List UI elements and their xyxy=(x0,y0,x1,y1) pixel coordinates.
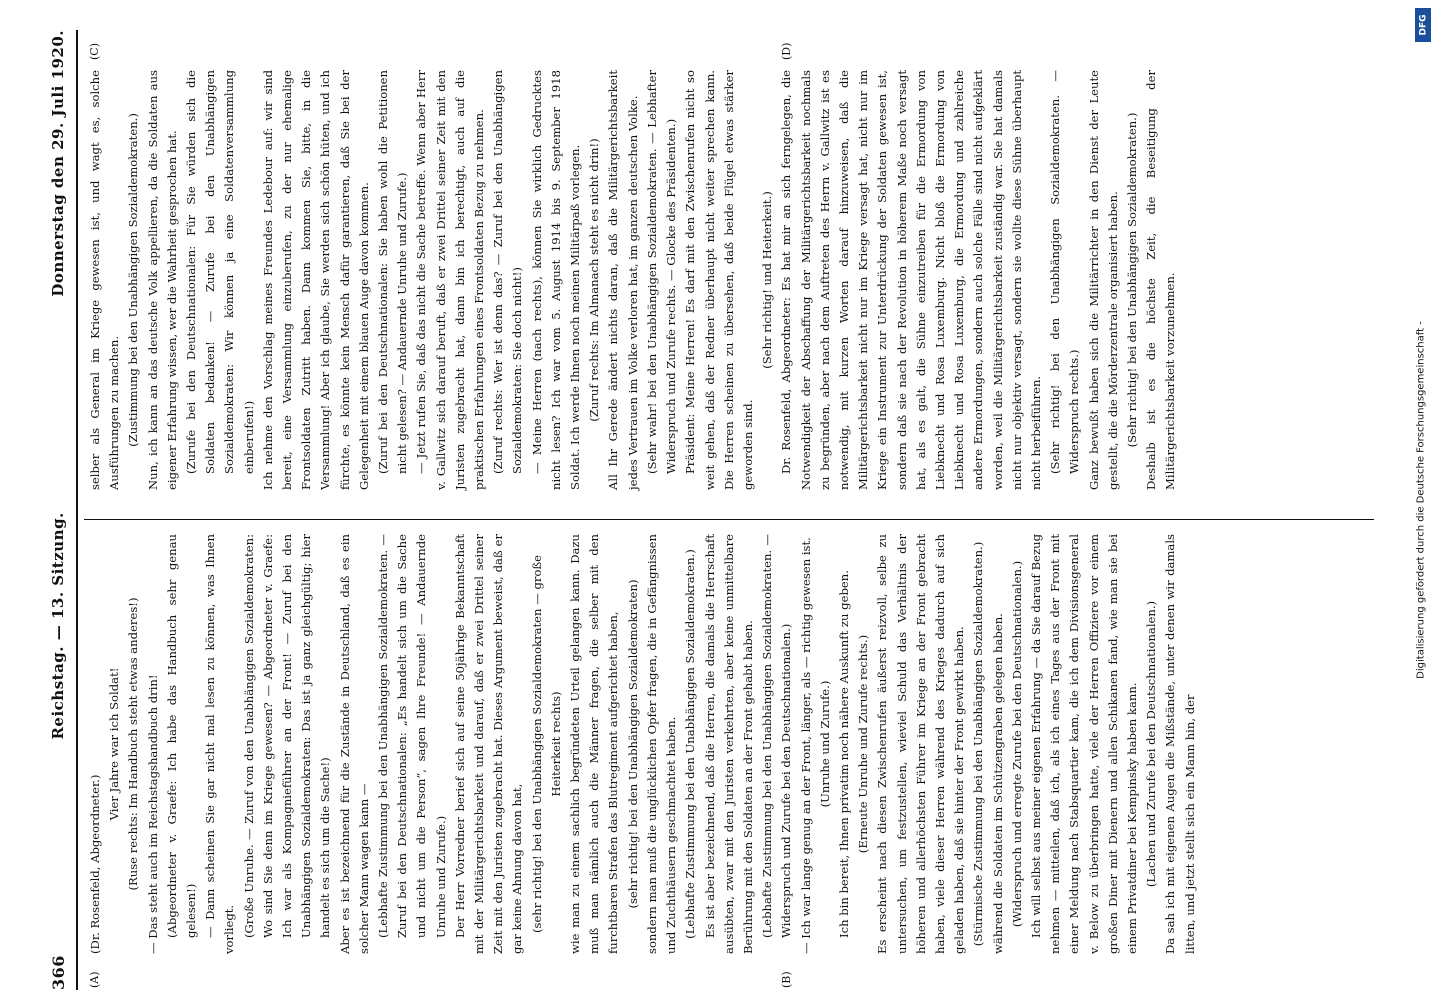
paragraph: (Ruse rechts: Im Handbuch steht etwas anderes!) xyxy=(126,597,141,891)
paragraph: (Zustimmung bei den Unabhängigen Sozialdemokraten.) xyxy=(126,113,141,447)
paragraph: während die Soldaten im Schützengraben gelegen haben. xyxy=(990,613,1005,954)
paragraph: (Lachen und Zurufe bei den Deutschnationalen.) xyxy=(1144,600,1159,888)
paragraph: (Sehr richtig! und Heiterkeit.) xyxy=(760,191,775,369)
paragraph: Aber es ist bezeichnend für die Zustände in Deutschland, daß es ein solcher Mann wagen kann — xyxy=(337,534,371,954)
paragraph: — Meine Herren (nach rechts), können Sie wirklich Gedrucktes nicht lesen? Ich war vom 5. August 1914 bis 9. September 1918 Soldat. Ich werde Ihnen noch meinen Militärpaß vorlegen. xyxy=(529,70,583,490)
paragraph: (Abgeordneter v. Graefe: Ich habe das Handbuch sehr genau gelesen!) xyxy=(164,534,199,938)
dfg-logo-text: DFG xyxy=(1418,14,1429,36)
sidebar-credit xyxy=(1412,8,1430,992)
paragraph: — Jetzt rufen Sie, daß das nicht die Sache betreffe. Wenn aber Herr v. Gallwitz sich darauf beruft, daß er zwei Drittel seiner Zeit mit den Juristen zugebracht hat, dann bin ich berechtigt, auch auf die praktischen Erfahrungen eines Frontsoldaten Bezug zu nehmen. xyxy=(414,70,487,490)
paragraph: Vier Jahre war ich Soldat! xyxy=(107,667,122,821)
paragraph: — Dann scheinen Sie gar nicht mal lesen zu können, was Ihnen vorliegt. xyxy=(203,534,237,954)
header-rule xyxy=(76,30,78,990)
right-column xyxy=(86,70,1181,490)
paragraph: Dr. Rosenfeld, Abgeordneter: Es hat mir an sich ferngelegen, die Notwendigkeit der Abschaffung der Militärgerichtsbarkeit nochmals zu begründen, aber nach dem Auftreten des Herrn v. Gallwitz ist es notwendig, mit kurzen Worten darauf hinzuweisen, daß die Militärgerichtsbarkeit nicht nur im Kriege versagt hat, nicht nur im Kriege ein Instrument zur Unterdrückung der Soldaten gewesen ist, sondern daß sie nach der Revolution in höherem Maße noch versagt hat, als es galt, die Sühne einzutreiben für die Ermordung von Liebknecht und Rosa Luxemburg. Nicht bloß die Ermordung von Liebknecht und Rosa Luxemburg, die Ermordung und zahlreiche andere Ermordungen, sondern auch solche Fälle sind nicht aufgeklärt worden, weil die Militärgerichtsbarkeit zuständig war. Sie hat damals nicht nur objektiv versagt, sondern sie wollte diese Sühne überhaupt nicht herbeiführen. xyxy=(779,70,1043,490)
paragraph: (Sehr richtig! bei den Unabhängigen Sozialdemokraten.) xyxy=(1124,112,1139,448)
paragraph: (Sehr richtig! bei den Unabhängigen Sozialdemokraten. — Widerspruch rechts.) xyxy=(1048,70,1082,474)
paragraph: (Zuruf rechts: Wer ist denn das? — Zuruf bei den Unabhängigen Sozialdemokraten: Sie doch nicht!) xyxy=(491,70,525,474)
margin-marker-c: (C) xyxy=(88,43,101,60)
paragraph: (Zurufe bei den Deutschnationalen: Für Sie würden sich die Soldaten bedanken! — Zurufe bei den Unabhängigen Sozialdemokraten: Wir können ja eine Soldatenversammlung einberufen!) xyxy=(184,70,256,474)
paragraph: Der Herr Vorredner berief sich auf seine 50jährige Bekanntschaft mit der Militärgerichtsbarkeit und darauf, daß er zwei Drittel seiner Zeit mit den Juristen zugebracht hat. Dieses Argument beweist, daß er gar keine Ahnung davon hat, xyxy=(452,534,525,954)
paragraph: Nun, ich kann an das deutsche Volk appellieren, da die Soldaten aus eigener Erfahrung wissen, wer die Wahrheit gesprochen hat. xyxy=(145,70,179,490)
paragraph: (sehr richtig! bei den Unabhängigen Sozialdemokraten — große Heiterkeit rechts) xyxy=(529,554,563,934)
paragraph: (Lebhafte Zustimmung bei den Unabhängigen Sozialdemokraten. — Widerspruch und Zurufe bei den Deutschnationalen.) xyxy=(760,534,794,938)
paragraph: (Unruhe und Zurufe.) xyxy=(817,680,832,808)
paragraph: (Lebhafte Zustimmung bei den Unabhängigen Sozialdemokraten. — Zuruf bei den Deutschnationalen: „Es handelt sich um die Sache und nicht um die Person“, sagen Ihre Freunde! — Andauernde Unruhe und Zurufe.) xyxy=(376,534,448,938)
paragraph: (Lebhafte Zustimmung bei den Unabhängigen Sozialdemokraten.) xyxy=(683,549,698,939)
paragraph: Ich will selbst aus meiner eigenen Erfahrung — da Sie darauf Bezug nehmen — mitteilen, daß ich, als ich eines Tages aus der Front mit einer Meldung nach Stabsquartier kam, die ich dem Divisionsgeneral v. Below zu überbringen hatte, viele der Herren Offiziere vor einem großen Diner mit Dienern und allen Schikanen fand, wie man sie bei einem Privatdiner bei Kempinsky haben kann. xyxy=(1028,534,1139,954)
paragraph: (Zuruf rechts: Im Almanach steht es nicht drin!) xyxy=(587,138,602,422)
paragraph: — Ich war lange genug an der Front, länger, als — richtig gewesen ist. xyxy=(798,537,813,954)
paragraph: (Stürmische Zustimmung bei den Unabhängigen Sozialdemokraten.) xyxy=(971,541,986,947)
dfg-logo xyxy=(1415,8,1431,42)
margin-marker-b: (B) xyxy=(780,971,793,988)
paragraph: — Das steht auch im Reichstagshandbuch drin! xyxy=(145,674,160,954)
paragraph: Deshalb ist es die höchste Zeit, die Beseitigung der Militärgerichtsbarkeit vorzunehmen. xyxy=(1144,70,1178,490)
margin-marker-d: (D) xyxy=(780,42,793,60)
header-left: Reichstag. — 13. Sitzung. xyxy=(49,512,67,740)
paragraph: Präsident: Meine Herren! Es darf mit den Zwischenrufen nicht so weit gehen, daß der Redner überhaupt nicht weiter sprechen kann. Die Herren scheinen zu übersehen, daß beide Flügel etwas stärker geworden sind. xyxy=(683,70,755,490)
header-right: Donnerstag den 29. Juli 1920. xyxy=(49,30,67,297)
paragraph: (Große Unruhe. — Zuruf von den Unabhängigen Sozialdemokraten: Wo sind Sie denn im Kriege gewesen? — Abgeordneter v. Graefe: Ich war als Kompagnieführer an der Front! — Zuruf bei den Unabhängigen Sozialdemokraten: Das ist ja ganz gleichgültig; hier handelt es sich um die Sache!) xyxy=(241,534,333,938)
margin-marker-a: (A) xyxy=(88,971,101,988)
paragraph: (Sehr wahr! bei den Unabhängigen Sozialdemokraten. — Lebhafter Widerspruch und Zurufe rechts. — Glocke des Präsidenten.) xyxy=(644,70,679,474)
credit-text: Digitalisierung gefördert durch die Deutsche Forschungsgemeinschaft - xyxy=(1415,321,1427,679)
paragraph: All Ihr Gerede ändert nichts daran, daß die Militärgerichtsbarkeit jedes Vertrauen im Volke verloren hat, im ganzen deutschen Volke. xyxy=(606,70,640,490)
left-column xyxy=(86,534,1200,954)
paragraph: Ganz bewußt haben sich die Militärrichter in den Dienst der Leute gestellt, die die Mörderzentrale organisiert haben. xyxy=(1086,70,1120,490)
paragraph: Ich nehme den Vorschlag meines Freundes Ledebour auf: wir sind bereit, eine Versammlung einzuberufen, zu der nur ehemalige Frontsoldaten Zutritt haben. Dann kommen Sie, bitte, in die Versammlung! Aber ich glaube, Sie werden sich schön hüten, und ich fürchte, es könnte kein Mensch dafür garantieren, daß Sie bei der Gelegenheit mit einem blauen Auge davon kommen. xyxy=(260,70,371,490)
paragraph: Es ist aber bezeichnend, daß die Herren, die damals die Herrschaft ausübten, zwar mit den Juristen verkehrten, aber keine unmittelbare Berührung mit den Soldaten an der Front gehabt haben. xyxy=(702,534,755,954)
paragraph: wie man zu einem sachlich begründeten Urteil gelangen kann. Dazu muß man nämlich auch die Männer fragen, die selber mit den furchtbaren Strafen das Blutregiment aufgerichtet haben, xyxy=(568,534,621,954)
paragraph: (Dr. Rosenfeld, Abgeordneter.) xyxy=(88,774,102,954)
paragraph: Da sah ich mit eigenen Augen die Mißstände, unter denen wir damals litten, und jetzt stellt sich ein Mann hin, der xyxy=(1163,534,1197,954)
paragraph: (Erneute Unruhe und Zurufe rechts.) xyxy=(856,634,871,854)
running-header xyxy=(40,30,76,990)
paragraph: sondern man muß die unglücklichen Opfer fragen, die in Gefängnissen und Zuchthäusern geschmachtet haben. xyxy=(644,534,679,954)
paragraph: (Widerspruch und erregte Zurufe bei den Deutschnationalen.) xyxy=(1009,560,1024,928)
paragraph: Ich bin bereit, Ihnen privatim noch nähere Auskunft zu geben. xyxy=(836,570,851,938)
paragraph: selber als General im Kriege gewesen ist, und wagt es, solche Ausführungen zu machen. xyxy=(88,70,122,490)
paragraph: (sehr richtig! bei den Unabhängigen Sozialdemokraten) xyxy=(625,579,640,909)
page-number: 366 xyxy=(48,955,68,990)
paragraph: (Zuruf bei den Deutschnationalen: Sie haben wohl die Petitionen nicht gelesen? — Andauernde Unruhe und Zurufe.) xyxy=(376,70,410,474)
paragraph: Es erscheint nach diesen Zwischenrufen äußerst reizvoll, selbe zu untersuchen, um festzustellen, wieviel Schuld das Verhältnis der höheren und allerhöchsten Führer im Kriege an der Front gebracht haben, viele dieser Herren während des Krieges dadurch auf sich geladen haben, daß sie hinter der Front gewirkt haben. xyxy=(875,534,967,954)
column-divider xyxy=(84,519,1374,520)
rotated-content xyxy=(40,30,1390,990)
